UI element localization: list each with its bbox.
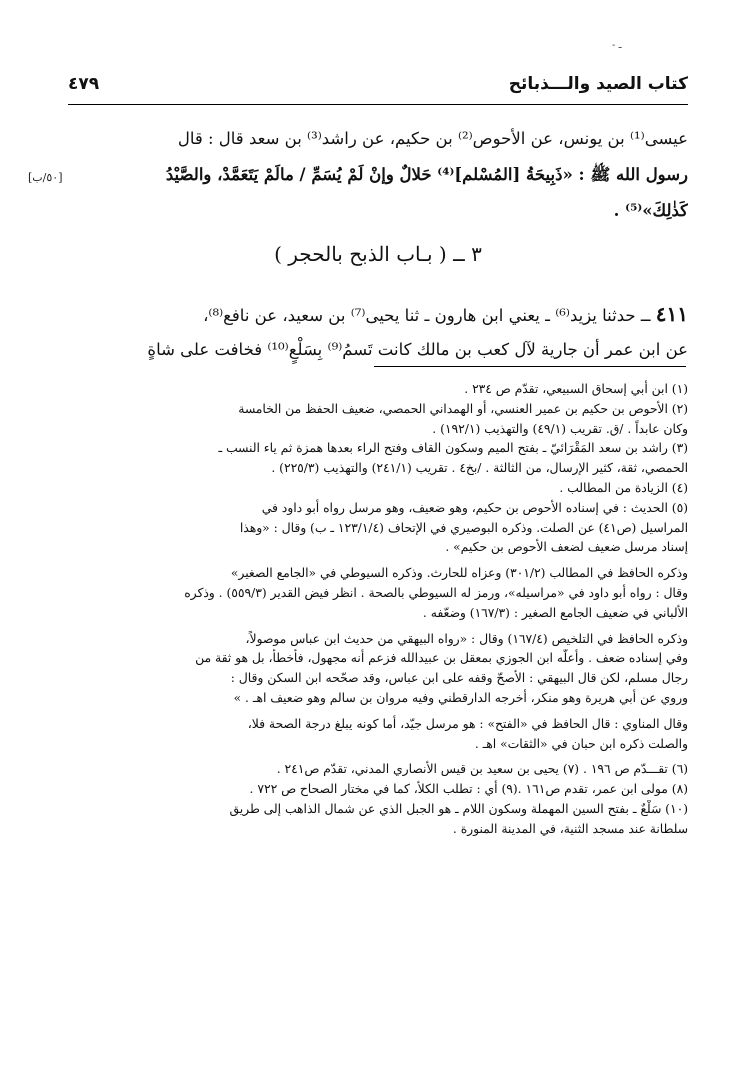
footnote-separator xyxy=(374,366,686,367)
footnote-line: (٣) راشد بن سعد المَقْرَائيّ ـ بفتح الميم وسكون القاف وفتح الراء بعدها همزة ثم ياء النسب ـ xyxy=(218,441,688,456)
body-paragraph xyxy=(68,121,688,229)
footnote-line: (٦) تقـــدّم ص ١٩٦ . (٧) يحيى بن سعيد بن قيس الأنصاري المدني، تقدّم ص٢٤١ . xyxy=(276,762,688,777)
hadith-line: عن ابن عمر أن جارية لآل كعب بن مالك كانت تَسمُ⁽⁹⁾ بِسَلْعٍ⁽¹⁰⁾ فخافت على شاةٍ xyxy=(147,340,688,359)
corner-mark: - ـ xyxy=(612,40,622,51)
running-title: كتاب الصيد والـــذبائح xyxy=(508,74,688,94)
body-line: عيسى⁽¹⁾ بن يونس، عن الأحوص⁽²⁾ بن حكيم، عن راشد⁽³⁾ بن سعد قال : قال xyxy=(177,129,688,148)
footnote-line: الألباني في ضعيف الجامع الصغير : (١٦٧/٣) وضعّفه . xyxy=(422,605,688,620)
footnote-line: وقال المناوي : قال الحافظ في «الفتح» : هو مرسل جيّد، أما كونه يبلغ درجة الصحة فلا، xyxy=(247,716,688,731)
hadith-paragraph xyxy=(68,296,688,368)
footnote-line: إسناد مرسل ضعيف لضعف الأحوص بن حكيم» . xyxy=(445,540,688,555)
chapter-title: ٣ ــ ( بـاب الذبح بالحجر ) xyxy=(274,242,482,266)
margin-note: [٥٠/ب] xyxy=(28,171,63,184)
footnote-line: وذكره الحافظ في التلخيص (١٦٧/٤) وقال : «رواه البيهقي من حديث ابن عباس موصولاً، xyxy=(245,631,688,646)
body-line: رسول الله ﷺ : «ذَبِيحَةُ [المُسْلم]⁽⁴⁾ حَلالٌ وإنْ لَمْ يُسَمِّ / مالَمْ يَتَعَمَّدْ، والصَّيْدُ xyxy=(165,165,688,184)
hadith-text: ــ حدثنا يزيد⁽⁶⁾ ـ يعني ابن هارون ـ ثنا يحيى⁽⁷⁾ بن سعيد، عن نافع⁽⁸⁾، xyxy=(203,306,651,325)
footnote-line: (٨) مولى ابن عمر، تقدم ص١٦١ .(٩) أي : تطلب الكلأ، كما في مختار الصحاح ص ٧٢٢ . xyxy=(249,782,688,797)
footnotes xyxy=(70,380,688,840)
footnote-line: سلطانة عند مسجد الثنية، في المدينة المنورة . xyxy=(452,821,688,836)
footnote-line: والصلت ذكره ابن حبان في «الثقات» اهـ . xyxy=(474,736,688,751)
footnote-line: رجال مسلم، لكن قال البيهقي : الأصحّ وقفه على ابن عباس، وقد صحّحه ابن السكن وقال : xyxy=(230,671,688,686)
footnote-line: وقال : رواه أبو داود في «مراسيله»، ورمز له السيوطي بالصحة . انظر فيض القدير (٥٥٩/٣) . وذكره xyxy=(184,585,688,600)
hadith-line-1 xyxy=(68,296,688,332)
footnote-line: وذكره الحافظ في المطالب (٣٠١/٢) وعزاه للحارث. وذكره السيوطي في «الجامع الصغير» xyxy=(230,566,688,581)
footnote-line: (١) ابن أبي إسحاق السبيعي، تقدّم ص ٢٣٤ . xyxy=(464,382,688,396)
footnote-line: الحمصي، ثقة، كثير الإرسال، من الثالثة . /بخ٤ . تقريب (٢٤١/١) والتهذيب (٢٢٥/٣) . xyxy=(271,461,688,476)
footnote-line: وكان عابداً . /ق. تقريب (٤٩/١) والتهذيب (١٩٢/١) . xyxy=(432,421,688,436)
hadith-number: ٤١١ xyxy=(655,302,688,326)
footnote-line: (٢) الأحوص بن حكيم بن عمير العنسي، أو الهمداني الحمصي، ضعيف الحفظ من الخامسة xyxy=(238,401,688,416)
footnote-line: (٤) الزيادة من المطالب . xyxy=(559,480,688,495)
footnote-line: وروي عن أبي هريرة وهو منكر، أخرجه الدارقطني وفيه مروان بن سالم وهو ضعيف اهـ . » xyxy=(233,690,688,705)
footnote-line: (١٠) سَلْعٌ ـ بفتح السين المهملة وسكون اللام ـ هو الجبل الذي عن شمال الذاهب إلى طريق xyxy=(229,801,688,816)
page-number: ٤٧٩ xyxy=(68,74,100,94)
body-line: كَذٰلِكَ»⁽⁵⁾ . xyxy=(613,201,688,220)
header-rule xyxy=(68,104,688,105)
footnote-line: وفي إسناده ضعف . وأعلّه ابن الجوزي بمعقل بن عبيدالله فزعم أنه مجهول، فأخطأ، بل هو ثقة من xyxy=(195,651,688,666)
footnote-line: (٥) الحديث : في إسناده الأحوص بن حكيم، وهو ضعيف، وهو مرسل رواه أبو داود في xyxy=(261,500,688,515)
page-header xyxy=(68,72,688,100)
footnote-line: المراسيل (ص٤١) عن الصلت. وذكره البوصيري في الإتحاف (١٢٣/١/٤ ـ ب) وقال : «وهذا xyxy=(239,520,688,535)
